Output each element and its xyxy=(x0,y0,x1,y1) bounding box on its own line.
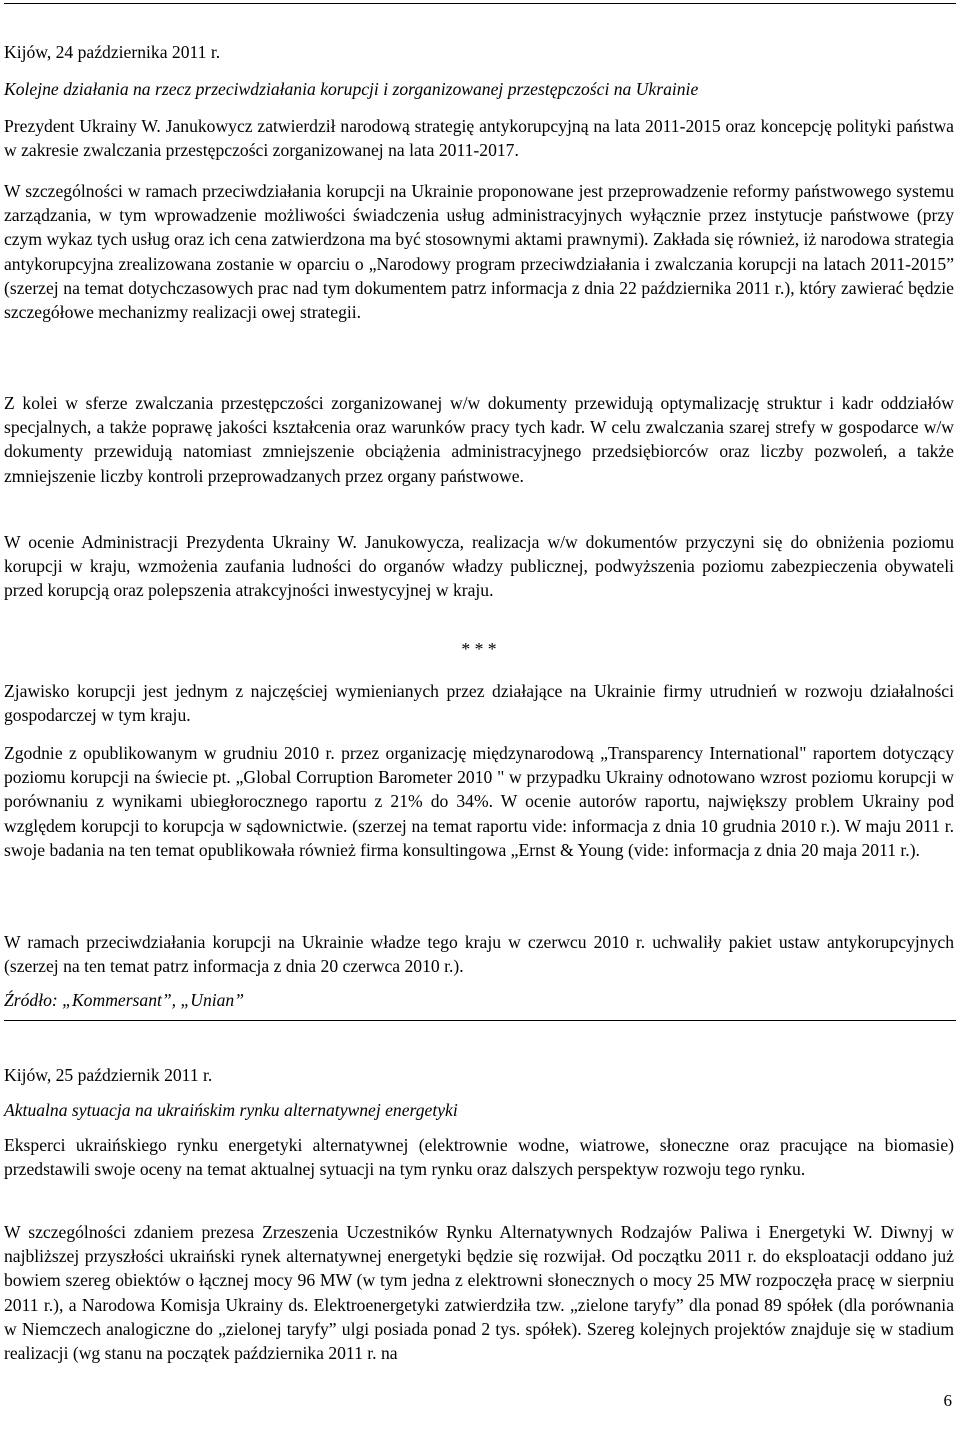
source-line: Źródło: „Kommersant”, „Unian” xyxy=(4,990,245,1010)
article-1-paragraph-4 xyxy=(4,530,954,603)
article-2-date xyxy=(4,1063,954,1087)
section-divider xyxy=(4,1020,956,1021)
paragraph: W szczególności w ramach przeciwdziałania korupcji na Ukrainie proponowane jest przeprowadzenie reformy państwowego systemu zarządzania, w tym wprowadzenie możliwości świadczenia usług administracyjnych wyłącznie przez instytucje państwowe (przy czym wykaz tych usług oraz ich cena zatwierdzona ma być stosownymi aktami prawnymi). Zakłada się również, iż narodowa strategia antykorupcyjna zrealizowana zostanie w oparciu o „Narodowy program przeciwdziałania i zwalczania korupcji na latach 2011-2015” (szerzej na temat dotychczasowych prac nad tym dokumentem patrz informacja z dnia 22 października 2011 r.), który zawierać będzie szczegółowe mechanizmy realizacji owej strategii. xyxy=(4,181,954,323)
top-divider xyxy=(4,3,956,4)
article-title: Kolejne działania na rzecz przeciwdziałania korupcji i zorganizowanej przestępczości na Ukrainie xyxy=(4,79,699,99)
paragraph: Zgodnie z opublikowanym w grudniu 2010 r. przez organizację międzynarodową „Transparency International" raportem dotyczący poziomu korupcji na świecie pt. „Global Corruption Barometer 2010 " w przypadku Ukrainy odnotowano wzrost poziomu korupcji w porównaniu z wynikami ubiegłorocznego raportu z 21% do 34%. W ocenie autorów raportu, największy problem Ukrainy pod względem korupcji to korupcja w sądownictwie. (szerzej na temat raportu vide: informacja z dnia 10 grudnia 2010 r.). W maju 2011 r. swoje badania na ten temat opublikowała również firma konsultingowa „Ernst & Young (vide: informacja z dnia 20 maja 2011 r.). xyxy=(4,743,954,860)
article-2-title xyxy=(4,1098,954,1122)
article-1-paragraph-2 xyxy=(4,179,954,324)
paragraph: W szczególności zdaniem prezesa Zrzeszenia Uczestników Rynku Alternatywnych Rodzajów Paliwa i Energetyki W. Diwnyj w najbliższej przyszłości ukraiński rynek alternatywnej energetyki będzie się rozwijał. Od początku 2011 r. do eksploatacji oddano już bowiem szereg obiektów o łącznej mocy 96 MW (w tym jedna z elektrowni słonecznych o mocy 25 MW rozpoczęła pracę w sierpniu 2011 r.), a Narodowa Komisja Ukrainy ds. Elektroenergetyki zatwierdziła tzw. „zielone taryfy” dla ponad 89 spółek (dla porównania w Niemczech analogiczne do „zielonej taryfy” ulgi posiada ponad 2 tys. spółek). Szereg kolejnych projektów znajduje się w stadium realizacji (wg stanu na początek października 2011 r. na xyxy=(4,1222,954,1364)
paragraph: Z kolei w sferze zwalczania przestępczości zorganizowanej w/w dokumenty przewidują optymalizację struktur i kadr oddziałów specjalnych, a także poprawę jakości kształcenia oraz warunków pracy tych kadr. W celu zwalczania szarej strefy w gospodarce w/w dokumenty przewidują natomiast zmniejszenie obciążenia administracyjnego przedsiębiorców oraz liczby pozwoleń, a także zmniejszenie liczby kontroli przeprowadzanych przez organy państwowe. xyxy=(4,393,954,486)
article-1-paragraph-1 xyxy=(4,114,954,162)
separator-stars: * * * xyxy=(461,639,497,659)
article-date: Kijów, 24 października 2011 r. xyxy=(4,42,221,62)
paragraph: Prezydent Ukrainy W. Janukowycz zatwierdził narodową strategię antykorupcyjną na lata 2011-2015 oraz koncepcję polityki państwa w zakresie zwalczania przestępczości zorganizowanej na lata 2011-2017. xyxy=(4,116,954,161)
article-1-source xyxy=(4,988,954,1012)
paragraph: W ramach przeciwdziałania korupcji na Ukrainie władze tego kraju w czerwcu 2010 r. uchwaliły pakiet ustaw antykorupcyjnych (szerzej na ten temat patrz informacja z dnia 20 czerwca 2010 r.). xyxy=(4,932,954,977)
article-date: Kijów, 25 październik 2011 r. xyxy=(4,1065,213,1085)
page-number: 6 xyxy=(943,1391,952,1410)
article-2-paragraph-1 xyxy=(4,1133,954,1181)
article-1-paragraph-3 xyxy=(4,391,954,488)
article-1-paragraph-6 xyxy=(4,741,954,862)
article-2-paragraph-2 xyxy=(4,1220,954,1365)
paragraph: Eksperci ukraińskiego rynku energetyki alternatywnej (elektrownie wodne, wiatrowe, słoneczne oraz pracujące na biomasie) przedstawili swoje oceny na temat aktualnej sytuacji na tym rynku oraz dalszych perspektyw rozwoju tego rynku. xyxy=(4,1135,954,1180)
article-1-date xyxy=(4,40,954,64)
article-title: Aktualna sytuacja na ukraińskim rynku alternatywnej energetyki xyxy=(4,1100,458,1120)
article-1-title xyxy=(4,77,954,101)
article-1-paragraph-5 xyxy=(4,679,954,727)
article-1-paragraph-7 xyxy=(4,930,954,978)
paragraph: Zjawisko korupcji jest jednym z najczęściej wymienianych przez działające na Ukrainie firmy utrudnień w rozwoju działalności gospodarczej w tym kraju. xyxy=(4,681,954,726)
paragraph: W ocenie Administracji Prezydenta Ukrainy W. Janukowycza, realizacja w/w dokumentów przyczyni się do obniżenia poziomu korupcji w kraju, wzmożenia zaufania ludności do organów władzy publicznej, podwyższenia poziomu zabezpieczenia obywateli przed korupcją oraz polepszenia atrakcyjności inwestycyjnej w kraju. xyxy=(4,532,954,601)
section-separator xyxy=(4,637,954,661)
